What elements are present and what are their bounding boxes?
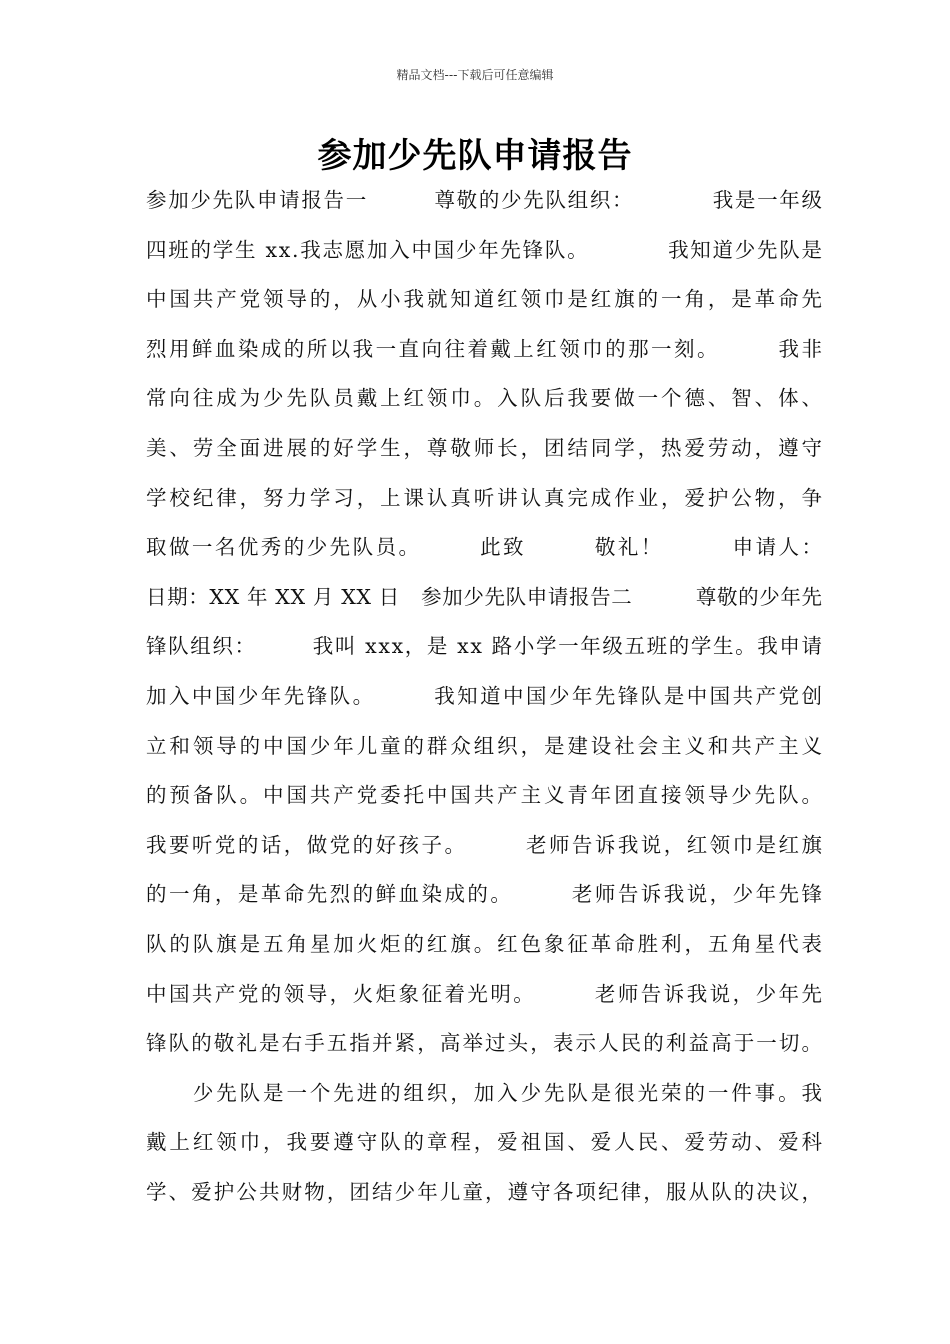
body-line: 四班的学生 xx.我志愿加入中国少年先锋队。 我知道少先队是 — [146, 237, 824, 262]
body-line: 烈用鲜血染成的所以我一直向往着戴上红领巾的那一刻。 我非 — [146, 336, 825, 361]
body-line: 日期：XX 年 XX 月 XX 日 参加少先队申请报告二 尊敬的少年先 — [146, 584, 823, 609]
body-line: 戴上红领巾，我要遵守队的章程，爱祖国、爱人民、爱劳动、爱科 — [146, 1130, 825, 1155]
body-line: 锋队的敬礼是右手五指并紧，高举过头，表示人民的利益高于一切。 — [146, 1031, 825, 1056]
body-line: 中国共产党的领导，火炬象征着光明。 老师告诉我说，少年先 — [146, 981, 825, 1006]
body-line: 立和领导的中国少年儿童的群众组织，是建设社会主义和共产主义 — [146, 733, 825, 758]
body-line: 学、爱护公共财物，团结少年儿童，遵守各项纪律，服从队的决议， — [146, 1179, 825, 1204]
document-header-note: 精品文档---下载后可任意编辑 — [396, 68, 554, 82]
document-body — [146, 180, 825, 1221]
body-line: 的预备队。中国共产党委托中国共产主义青年团直接领导少先队。 — [146, 783, 825, 808]
body-line: 学校纪律，努力学习，上课认真听讲认真完成作业，爱护公物，争 — [146, 485, 825, 510]
body-line: 加入中国少年先锋队。 我知道中国少年先锋队是中国共产党创 — [146, 683, 825, 708]
body-line: 少先队是一个先进的组织，加入少先队是很光荣的一件事。我 — [146, 1080, 825, 1105]
body-line: 队的队旗是五角星加火炬的红旗。红色象征革命胜利，五角星代表 — [146, 931, 825, 956]
body-line: 的一角，是革命先烈的鲜血染成的。 老师告诉我说，少年先锋 — [146, 882, 825, 907]
body-line: 我要听党的话，做党的好孩子。 老师告诉我说，红领巾是红旗 — [146, 832, 825, 857]
body-line: 常向往成为少先队员戴上红领巾。入队后我要做一个德、智、体、 — [146, 386, 825, 411]
body-line: 中国共产党领导的，从小我就知道红领巾是红旗的一角，是革命先 — [146, 287, 825, 312]
body-line: 美、劳全面进展的好学生，尊敬师长，团结同学，热爱劳动，遵守 — [146, 435, 825, 460]
body-line: 取做一名优秀的少先队员。 此致 敬礼！ 申请人： — [146, 535, 825, 560]
body-line: 锋队组织： 我叫 xxx，是 xx 路小学一年级五班的学生。我申请 — [146, 634, 824, 659]
document-title: 参加少先队申请报告 — [317, 136, 633, 176]
body-line: 参加少先队申请报告一 尊敬的少先队组织： 我是一年级 — [146, 188, 824, 212]
